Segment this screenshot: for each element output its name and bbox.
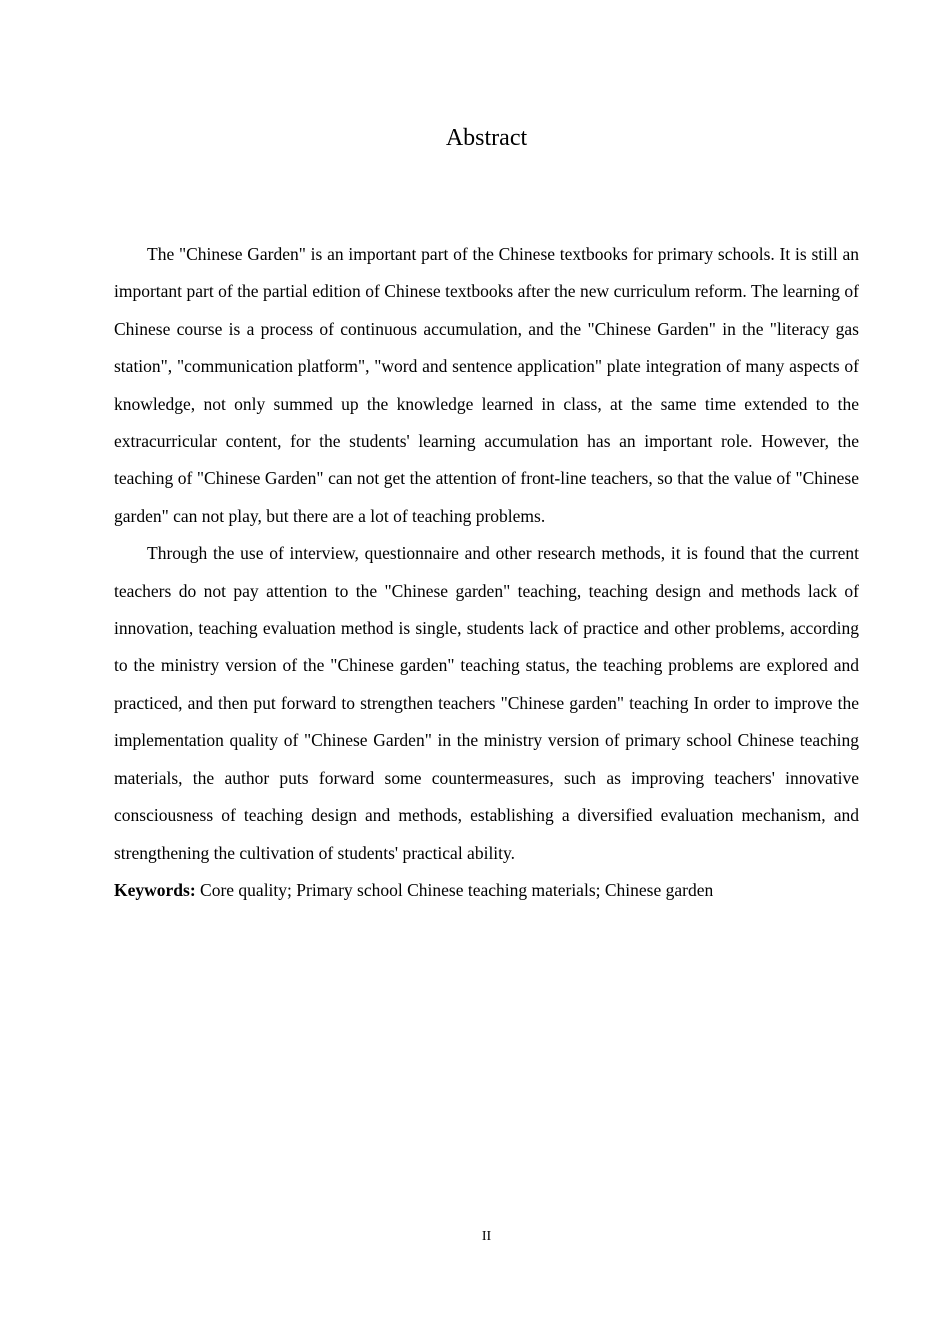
keywords-label: Keywords: [114,879,196,900]
page-title: Abstract [445,125,528,151]
page-number: II [481,1229,492,1244]
abstract-paragraph-2: Through the use of interview, questionnaire and other research methods, it is found that the current teachers do not pay attention to the "Chinese garden" teaching, teaching design and methods lack of innovation, teaching evaluation method is single, students lack of practice and other problems, according to the ministry version of the "Chinese garden" teaching status, the teaching problems are explored and practiced, and then put forward to strengthen teachers "Chinese garden" teaching In order to improve the implementation quality of "Chinese Garden" in the ministry version of primary school Chinese teaching materials, the author puts forward some countermeasures, such as improving teachers' innovative consciousness of teaching design and methods, establishing a diversified evaluation mechanism, and strengthening the cultivation of students' practical ability. [114,543,859,863]
abstract-body [114,236,859,909]
keywords-text: Core quality; Primary school Chinese teaching materials; Chinese garden [195,879,714,900]
abstract-paragraph-1: The "Chinese Garden" is an important part of the Chinese textbooks for primary schools. It is still an important part of the partial edition of Chinese textbooks after the new curriculum reform. The learning of Chinese course is a process of continuous accumulation, and the "Chinese Garden" in the "literacy gas station", "communication platform", "word and sentence application" plate integration of many aspects of knowledge, not only summed up the knowledge learned in class, at the same time extended to the extracurricular content, for the students' learning accumulation has an important role. However, the teaching of "Chinese Garden" can not get the attention of front-line teachers, so that the value of "Chinese garden" can not play, but there are a lot of teaching problems. [114,244,859,526]
keywords-line [114,872,859,909]
